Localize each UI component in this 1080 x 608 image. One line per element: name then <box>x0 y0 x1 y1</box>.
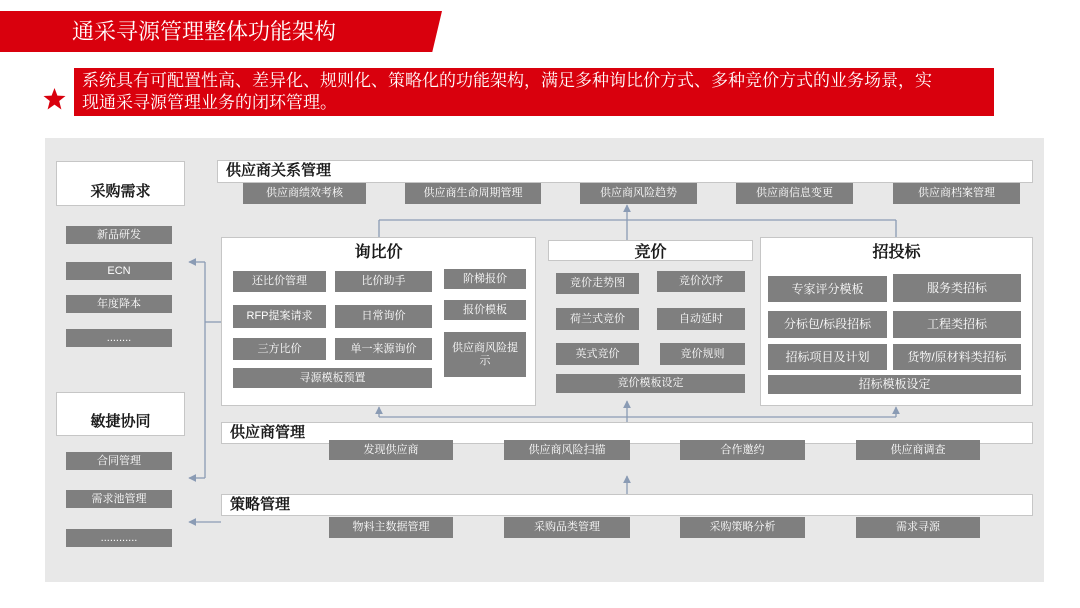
tendering-module-title: 招投标 <box>872 244 921 261</box>
demand-item-annual-cost-reduction: 年度降本 <box>66 295 172 313</box>
inquiry-item-comparison-assistant: 比价助手 <box>335 271 432 292</box>
inquiry-item-rfp: RFP提案请求 <box>233 305 326 328</box>
srm-item-info-change: 供应商信息变更 <box>736 183 853 204</box>
inquiry-module-title: 询比价 <box>354 244 403 261</box>
sm-item-survey: 供应商调查 <box>856 440 980 460</box>
page-title: 通采寻源管理整体功能架构 <box>72 19 337 44</box>
inquiry-item-tiered-quote: 阶梯报价 <box>444 269 526 289</box>
supplier-relationship-bar <box>217 160 1033 183</box>
sm-item-risk-scan: 供应商风险扫描 <box>504 440 630 460</box>
collab-item-more: ............ <box>66 529 172 547</box>
intro-line-2: 现通采寻源管理业务的闭环管理。 <box>82 93 337 112</box>
strategy-item-material-master-data: 物料主数据管理 <box>329 517 453 538</box>
inquiry-item-daily-inquiry: 日常询价 <box>335 305 432 328</box>
tendering-item-lot-section: 分标包/标段招标 <box>768 311 887 338</box>
inquiry-item-supplier-risk-alert: 供应商风险提示 <box>444 332 526 377</box>
tendering-item-template-setting: 招标模板设定 <box>768 375 1021 394</box>
srm-item-archive: 供应商档案管理 <box>893 183 1020 204</box>
tendering-item-engineering: 工程类招标 <box>893 311 1021 338</box>
supplier-relationship-title: 供应商关系管理 <box>226 162 332 179</box>
agile-collaboration-title: 敏捷协同 <box>90 413 151 430</box>
bidding-item-trend-chart: 竞价走势图 <box>556 273 639 294</box>
bidding-item-rules: 竞价规则 <box>660 343 745 365</box>
strategy-management-title: 策略管理 <box>230 496 291 513</box>
collab-item-contract-management: 合同管理 <box>66 452 172 470</box>
inquiry-item-single-source: 单一来源询价 <box>335 338 432 360</box>
inquiry-item-three-party-comparison: 三方比价 <box>233 338 326 360</box>
procurement-demand-box <box>56 161 185 206</box>
bidding-item-english-auction: 英式竞价 <box>556 343 639 365</box>
tendering-item-project-plan: 招标项目及计划 <box>768 344 887 370</box>
inquiry-item-template-preset: 寻源模板预置 <box>233 368 432 388</box>
demand-item-ecn: ECN <box>66 262 172 280</box>
tendering-item-expert-scoring-template: 专家评分模板 <box>768 276 887 302</box>
bidding-module-title: 竞价 <box>634 244 667 261</box>
procurement-demand-title: 采购需求 <box>90 183 151 200</box>
bidding-item-template-setting: 竞价模板设定 <box>556 374 745 393</box>
sm-item-discover: 发现供应商 <box>329 440 453 460</box>
srm-item-lifecycle: 供应商生命周期管理 <box>405 183 541 204</box>
agile-collaboration-box <box>56 392 185 436</box>
srm-item-performance-review: 供应商绩效考核 <box>243 183 366 204</box>
tendering-item-goods-materials: 货物/原材料类招标 <box>893 344 1021 370</box>
strategy-management-bar <box>221 494 1033 516</box>
intro-line-1: 系统具有可配置性高、差异化、规则化、策略化的功能架构，满足多种询比价方式、多种竞价方式的业务场景，实 <box>82 71 932 90</box>
bidding-item-auto-extension: 自动延时 <box>657 308 745 330</box>
strategy-item-demand-sourcing: 需求寻源 <box>856 517 980 538</box>
bidding-module-title-box <box>548 240 753 261</box>
intro-box <box>74 68 994 116</box>
srm-item-risk-trend: 供应商风险趋势 <box>580 183 697 204</box>
inquiry-item-price-comparison-management: 还比价管理 <box>233 271 326 292</box>
tendering-item-service: 服务类招标 <box>893 274 1021 302</box>
demand-item-more: ........ <box>66 329 172 347</box>
supplier-management-title: 供应商管理 <box>230 424 306 441</box>
inquiry-item-quote-template: 报价模板 <box>444 300 526 320</box>
collab-item-demand-pool: 需求池管理 <box>66 490 172 508</box>
demand-item-new-product-rd: 新品研发 <box>66 226 172 244</box>
bidding-item-dutch-auction: 荷兰式竞价 <box>556 308 639 330</box>
strategy-item-category: 采购品类管理 <box>504 517 630 538</box>
sm-item-invitation: 合作邀约 <box>680 440 805 460</box>
strategy-item-analysis: 采购策略分析 <box>680 517 805 538</box>
bidding-item-order: 竞价次序 <box>657 271 745 292</box>
star-icon <box>42 87 67 111</box>
